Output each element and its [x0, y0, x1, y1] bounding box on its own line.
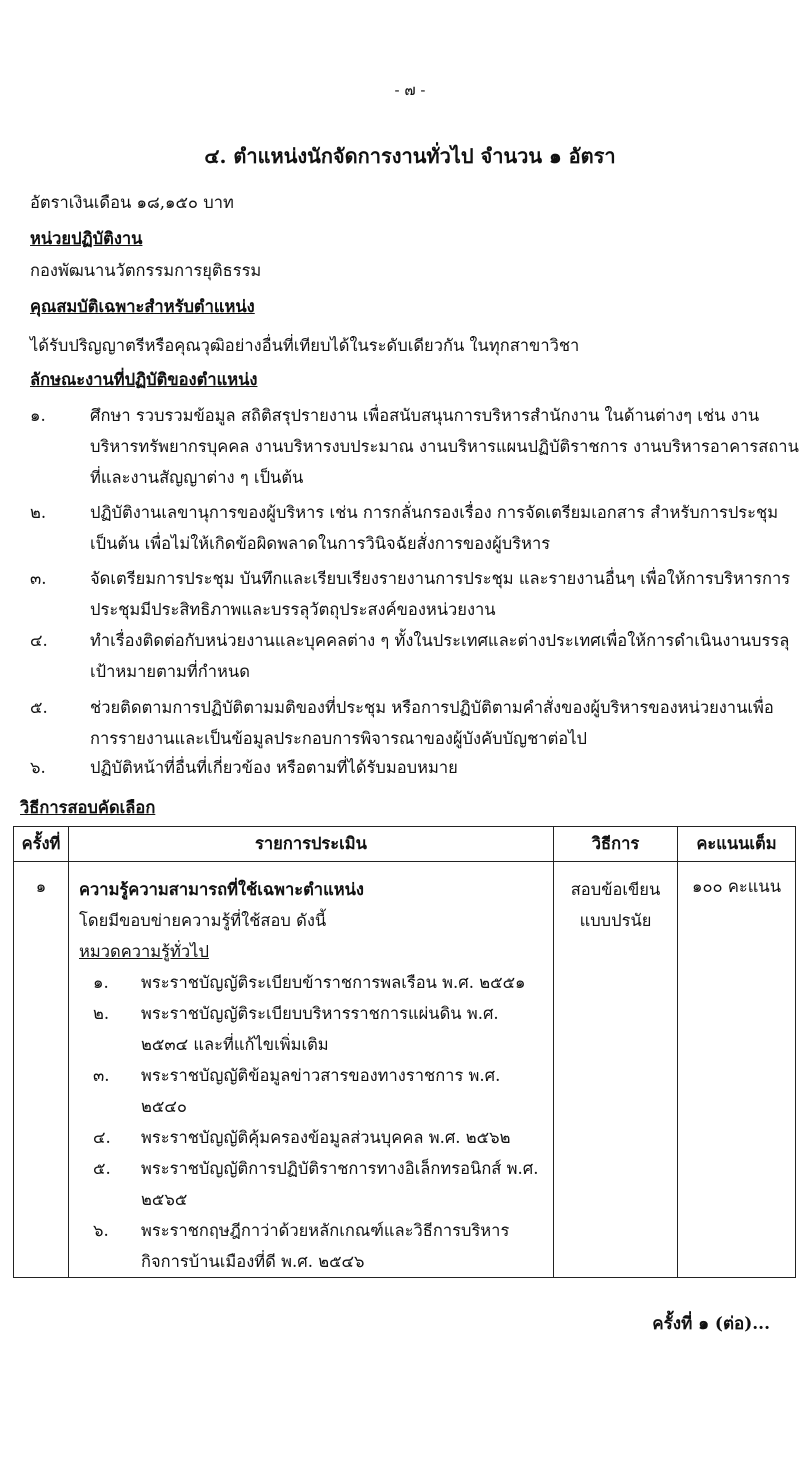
law-text: พระราชบัญญัติระเบียบข้าราชการพลเรือน พ.ศ. ๒๕๕๑: [141, 973, 526, 992]
law-number: ๑.: [93, 973, 109, 992]
law-number: ๔.: [93, 1128, 111, 1147]
duty-text: ทำเรื่องติดต่อกับหน่วยงานและบุคคลต่าง ๆ ทั้งในประเทศและต่างประเทศเพื่อให้การดำเนินงานบรรลุเป้าหมายตามที่กำหนด: [90, 631, 790, 681]
column-header-item: รายการประเมิน: [69, 827, 554, 862]
law-number: ๖.: [93, 1221, 109, 1240]
duty-text: ปฏิบัติงานเลขานุการของผู้บริหาร เช่น การกลั่นกรองเรื่อง การจัดเตรียมเอกสาร สำหรับการประชุม เป็นต้น เพื่อไม่ให้เกิดข้อผิดพลาดในการวินิจฉัยสั่งการของผู้บริหาร: [90, 503, 779, 553]
table-header-row: [14, 827, 796, 862]
duty-text: ช่วยติดตามการปฏิบัติตามมติของที่ประชุม หรือการปฏิบัติตามคำสั่งของผู้บริหารของหน่วยงานเพื่อการรายงานและเป็นข้อมูลประกอบการพิจารณาของผู้บังคับบัญชาต่อไป: [90, 698, 774, 748]
knowledge-category-heading: หมวดความรู้ทั่วไป: [79, 942, 209, 961]
law-item: [93, 1215, 545, 1277]
column-header-score: คะแนนเต็ม: [678, 827, 796, 862]
continued-note: ครั้งที่ ๑ (ต่อ)...: [652, 1314, 770, 1334]
exam-heading: วิธีการสอบคัดเลือก: [20, 798, 156, 817]
assessment-item-cell: [69, 862, 554, 1278]
duty-number: ๖.: [30, 758, 46, 777]
law-item: [93, 1153, 545, 1215]
duty-number: ๒.: [30, 503, 47, 522]
assessment-table: [13, 826, 796, 1278]
duty-item: [30, 752, 800, 783]
duty-number: ๕.: [30, 698, 48, 717]
duty-item: [30, 692, 800, 754]
duty-number: ๔.: [30, 631, 48, 650]
qualification-heading: คุณสมบัติเฉพาะสำหรับตำแหน่ง: [30, 297, 255, 316]
duty-number: ๑.: [30, 406, 46, 425]
position-heading: ๔. ตำแหน่งนักจัดการงานทั่วไป จำนวน ๑ อัตรา: [204, 144, 616, 168]
table-row: [14, 862, 796, 1278]
duty-item: [30, 563, 800, 625]
unit-heading: หน่วยปฏิบัติงาน: [30, 229, 143, 248]
duty-item: [30, 400, 800, 493]
duty-text: ปฏิบัติหน้าที่อื่นที่เกี่ยวข้อง หรือตามที่ได้รับมอบหมาย: [90, 758, 458, 777]
duty-text: ศึกษา รวบรวมข้อมูล สถิติสรุปรายงาน เพื่อสนับสนุนการบริหารสำนักงาน ในด้านต่างๆ เช่น งานบริหารทรัพยากรบุคคล งานบริหารงบประมาณ งานบริหารแผนปฏิบัติราชการ งานบริหารอาคารสถานที่และงานสัญญาต่าง ๆ เป็นต้น: [90, 406, 799, 487]
round-cell: ๑: [14, 862, 69, 1278]
law-text: พระราชกฤษฎีกาว่าด้วยหลักเกณฑ์และวิธีการบริหารกิจการบ้านเมืองที่ดี พ.ศ. ๒๕๔๖: [141, 1221, 510, 1271]
law-item: [93, 967, 545, 998]
law-item: [93, 998, 545, 1060]
duty-item: [30, 497, 800, 559]
law-text: พระราชบัญญัติระเบียบบริหารราชการแผ่นดิน พ.ศ. ๒๕๓๔ และที่แก้ไขเพิ่มเติม: [141, 1004, 499, 1054]
law-number: ๕.: [93, 1159, 111, 1178]
method-cell: สอบข้อเขียน แบบปรนัย: [554, 862, 678, 1278]
law-item: [93, 1060, 545, 1122]
duty-number: ๓.: [30, 569, 47, 588]
assessment-scope: โดยมีขอบข่ายความรู้ที่ใช้สอบ ดังนี้: [79, 911, 327, 930]
qualification-text: ได้รับปริญญาตรีหรือคุณวุฒิอย่างอื่นที่เทียบได้ในระดับเดียวกัน ในทุกสาขาวิชา: [30, 336, 580, 355]
assessment-title: ความรู้ความสามารถที่ใช้เฉพาะตำแหน่ง: [79, 880, 364, 899]
salary-text: อัตราเงินเดือน ๑๘,๑๕๐ บาท: [30, 193, 234, 212]
score-cell: ๑๐๐ คะแนน: [678, 862, 796, 1278]
column-header-method: วิธีการ: [554, 827, 678, 862]
law-item: [93, 1122, 545, 1153]
law-text: พระราชบัญญัติคุ้มครองข้อมูลส่วนบุคคล พ.ศ. ๒๕๖๒: [141, 1128, 511, 1147]
duties-heading: ลักษณะงานที่ปฏิบัติของตำแหน่ง: [30, 370, 258, 389]
duty-item: [30, 625, 800, 687]
column-header-round: ครั้งที่: [14, 827, 69, 862]
unit-text: กองพัฒนานวัตกรรมการยุติธรรม: [30, 261, 262, 280]
law-number: ๒.: [93, 1004, 110, 1023]
page-number: - ๗ -: [394, 81, 426, 99]
law-text: พระราชบัญญัติข้อมูลข่าวสารของทางราชการ พ.ศ. ๒๕๔๐: [141, 1066, 501, 1116]
law-number: ๓.: [93, 1066, 110, 1085]
law-text: พระราชบัญญัติการปฏิบัติราชการทางอิเล็กทรอนิกส์ พ.ศ. ๒๕๖๕: [141, 1159, 539, 1209]
duty-text: จัดเตรียมการประชุม บันทึกและเรียบเรียงรายงานการประชุม และรายงานอื่นๆ เพื่อให้การบริหารการประชุมมีประสิทธิภาพและบรรลุวัตถุประสงค์ของหน่วยงาน: [90, 569, 791, 619]
